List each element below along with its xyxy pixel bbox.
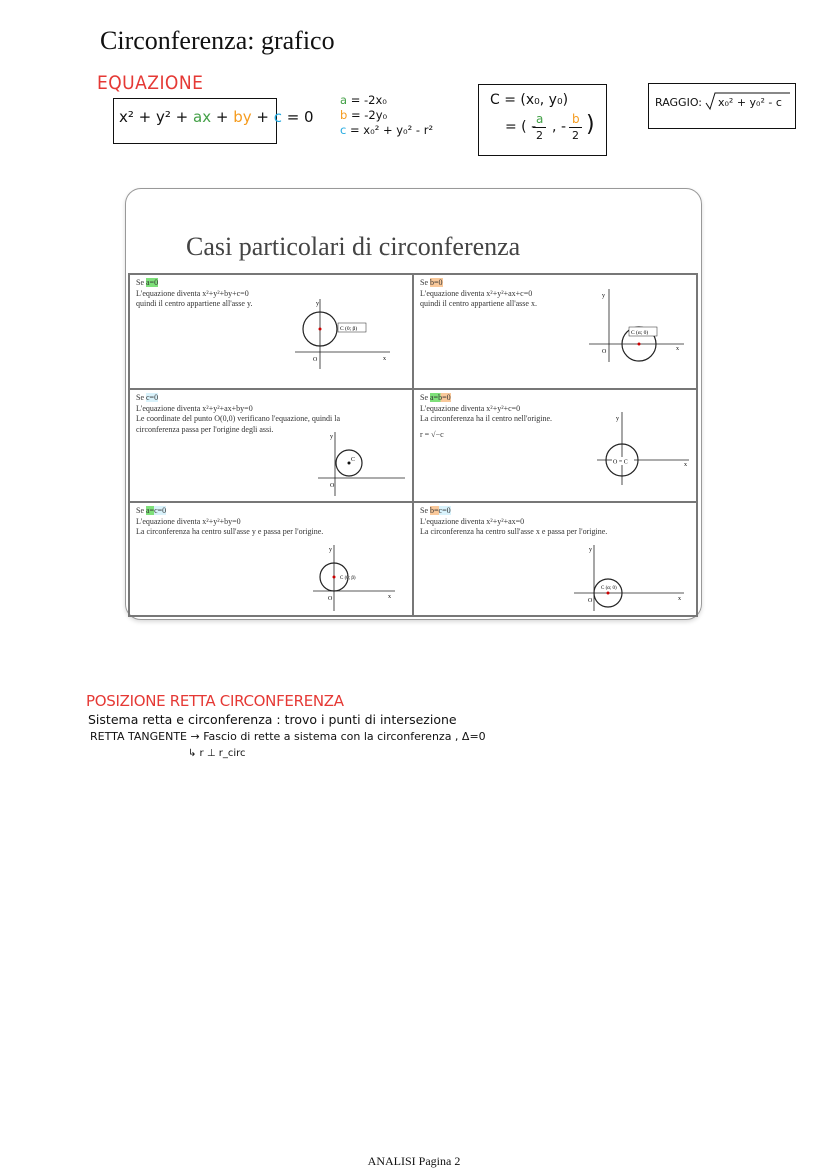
origin-label: O <box>330 483 335 489</box>
centro-num-b: b <box>572 112 580 126</box>
origin-label: O <box>328 596 333 602</box>
centro-num-a: a <box>536 112 544 126</box>
center-label: C (α; 0) <box>601 586 617 591</box>
condition-highlight: a=0 <box>146 278 159 287</box>
case-condition <box>420 393 690 404</box>
case-ab-zero <box>413 389 697 502</box>
posizione-line-1: Sistema retta e circonferenza : trovo i punti di intersezione <box>88 712 457 727</box>
equazione-heading: EQUAZIONE <box>97 72 204 94</box>
se-label: Se <box>136 506 144 515</box>
fraction-bar <box>569 127 582 128</box>
center-label: C (0; β) <box>340 326 358 332</box>
se-label: Se <box>420 506 428 515</box>
axis-x-label: x <box>678 596 681 602</box>
case-b-zero <box>413 274 697 389</box>
graph-circle-y-axis <box>290 297 400 385</box>
case-text: La circonferenza ha centro sull'asse x e passa per l'origine. <box>420 527 608 536</box>
case-text: L'equazione diventa x²+y²+by+c=0 <box>136 288 249 298</box>
condition-highlight: b= <box>430 506 439 515</box>
graph-circle-centered <box>594 410 694 500</box>
center-label: C (0; β) <box>340 576 356 581</box>
case-a-zero <box>129 274 413 389</box>
origin-label: O <box>313 357 318 363</box>
se-label: Se <box>136 393 144 402</box>
condition-highlight: c=0 <box>146 393 159 402</box>
centro-formula: C = (x₀, y₀) <box>490 92 569 108</box>
case-text: L'equazione diventa x²+y²+ax=0 <box>420 516 525 526</box>
center-label: C (α; 0) <box>631 330 649 336</box>
condition-highlight: b=0 <box>430 278 443 287</box>
posizione-line-3: ↳ r ⊥ r_circ <box>188 748 246 759</box>
axis-x-label: x <box>684 462 687 468</box>
raggio-label: RAGGIO: <box>655 96 702 109</box>
graph-circle-origin <box>315 430 410 500</box>
condition-highlight: a=b=0 <box>430 393 451 402</box>
case-text: L'equazione diventa x²+y²+ax+by=0 <box>136 403 253 413</box>
eq-plus: + <box>251 108 274 126</box>
raggio-expression: x₀² + y₀² - c <box>718 96 782 109</box>
se-label: Se <box>420 393 428 402</box>
equation-text <box>119 108 314 126</box>
radius-formula: r = √−c <box>420 429 444 439</box>
case-ac-zero <box>129 502 413 616</box>
se-label: Se <box>420 278 428 287</box>
centro-fraction-open: = ( - <box>505 119 537 135</box>
case-c-zero <box>129 389 413 502</box>
casi-grid <box>128 273 698 617</box>
origin-center-label: O = C <box>613 459 628 466</box>
case-text: circonferenza passa per l'origine degli assi. <box>136 424 274 434</box>
coef-c-row <box>340 123 433 138</box>
condition-highlight: c=0 <box>154 506 167 515</box>
origin-label: O <box>588 598 593 604</box>
graph-circle-x-origin <box>564 543 694 615</box>
coef-b-symbol: b <box>340 108 348 122</box>
case-text: La circonferenza ha il centro nell'origine. <box>420 414 553 423</box>
case-text: La circonferenza ha centro sull'asse y e passa per l'origine. <box>136 527 324 536</box>
case-text: Le coordinate del punto O(0,0) verificano l'equazione, quindi la <box>136 414 341 423</box>
minus-sign: - <box>561 119 567 135</box>
posizione-heading: POSIZIONE RETTA CIRCONFERENZA <box>86 692 344 710</box>
axis-y-label: y <box>616 416 619 422</box>
axis-x-label: x <box>676 346 679 352</box>
origin-label: O <box>602 349 607 355</box>
eq-by: by <box>233 108 252 126</box>
case-text: L'equazione diventa x²+y²+ax+c=0 <box>420 288 533 298</box>
centro-den-2: 2 <box>572 129 579 142</box>
eq-c: c <box>273 108 282 126</box>
casi-title: Casi particolari di circonferenza <box>186 232 521 261</box>
fraction-bar <box>533 127 546 128</box>
eq-plus: + <box>211 108 234 126</box>
center-label: C <box>351 457 356 463</box>
case-text: L'equazione diventa x²+y²+by=0 <box>136 516 241 526</box>
case-bc-zero <box>413 502 697 616</box>
graph-circle-x-axis <box>584 287 694 377</box>
comma: , <box>552 119 557 135</box>
centro-den-1: 2 <box>536 129 543 142</box>
case-text: L'equazione diventa x²+y²+c=0 <box>420 403 521 413</box>
coef-a-row <box>340 93 433 108</box>
axis-y-label: y <box>316 301 319 307</box>
close-paren: ) <box>586 112 595 137</box>
graph-circle-y-origin <box>310 543 405 615</box>
case-text: quindi il centro appartiene all'asse x. <box>420 299 537 308</box>
page-title: Circonferenza: grafico <box>100 26 335 55</box>
coef-a-value: = -2x₀ <box>347 93 387 107</box>
axis-y-label: y <box>602 293 605 299</box>
axis-x-label: x <box>388 594 391 600</box>
axis-x-label: x <box>383 356 386 362</box>
coefficients <box>340 93 433 138</box>
case-condition <box>136 393 406 404</box>
eq-ax: ax <box>193 108 212 126</box>
coef-a-symbol: a <box>340 93 348 107</box>
case-text: quindi il centro appartiene all'asse y. <box>136 299 253 308</box>
coef-b-row <box>340 108 433 123</box>
axis-y-label: y <box>589 547 592 553</box>
coef-c-symbol: c <box>340 123 347 137</box>
page-footer: ANALISI Pagina 2 <box>367 1154 461 1168</box>
eq-equals-zero: = 0 <box>281 108 314 126</box>
axis-y-label: y <box>330 434 333 440</box>
coef-c-value: = x₀² + y₀² - r² <box>346 123 434 137</box>
coef-b-value: = -2y₀ <box>347 108 388 122</box>
eq-x2y2: x² + y² + <box>119 108 193 126</box>
posizione-line-2: RETTA TANGENTE → Fascio di rette a sistema con la circonferenza , Δ=0 <box>90 730 486 743</box>
condition-highlight: a= <box>146 506 155 515</box>
case-condition <box>136 278 406 289</box>
condition-highlight: c=0 <box>438 506 451 515</box>
case-condition <box>136 506 406 517</box>
se-label: Se <box>136 278 144 287</box>
case-condition <box>420 506 690 517</box>
axis-y-label: y <box>329 547 332 553</box>
